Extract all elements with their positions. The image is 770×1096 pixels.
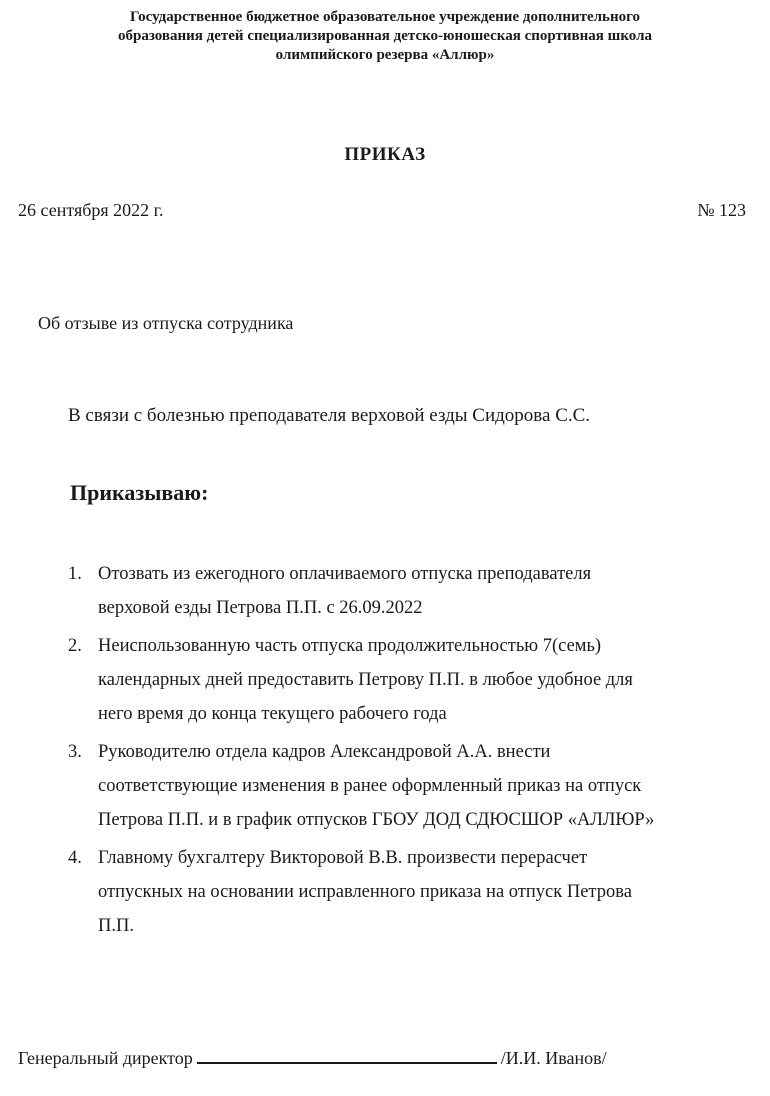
order-item-text: Руководителю отдела кадров Александровой А.А. внести соответствующие изменения в ранее оформленный приказ на отпуск Петрова П.П. и в график отпусков ГБОУ ДОД СДЮСШОР «АЛЛЮР» bbox=[98, 742, 655, 830]
document-date: 26 сентября 2022 г. bbox=[18, 200, 164, 220]
order-item-number: 3. bbox=[68, 742, 82, 762]
document-subject: Об отзыве из отпуска сотрудника bbox=[38, 313, 294, 333]
order-list bbox=[68, 557, 748, 947]
signature-block bbox=[18, 1044, 607, 1069]
signature-name: /И.И. Иванов/ bbox=[500, 1048, 607, 1068]
organization-header bbox=[20, 8, 750, 65]
order-item bbox=[68, 629, 748, 731]
order-item-text: Главному бухгалтеру Викторовой В.В. произвести перерасчет отпускных на основании исправленного приказа на отпуск Петрова П.П. bbox=[98, 848, 632, 936]
order-heading: Приказываю: bbox=[70, 480, 209, 505]
order-item-number: 4. bbox=[68, 848, 82, 868]
order-item-number: 1. bbox=[68, 564, 82, 584]
signature-position: Генеральный директор bbox=[18, 1048, 193, 1068]
org-line-1: Государственное бюджетное образовательное учреждение дополнительного bbox=[129, 9, 641, 25]
org-line-2: образования детей специализированная детско-юношеская спортивная школа bbox=[118, 28, 652, 44]
order-item bbox=[68, 735, 748, 837]
order-item-number: 2. bbox=[68, 636, 82, 656]
order-item bbox=[68, 557, 748, 625]
document-number: № 123 bbox=[697, 200, 746, 220]
org-line-3: олимпийского резерва «Аллюр» bbox=[275, 47, 495, 63]
order-item bbox=[68, 841, 748, 943]
signature-line bbox=[197, 1044, 497, 1064]
document-title: ПРИКАЗ bbox=[344, 144, 426, 165]
order-item-text: Неиспользованную часть отпуска продолжительностью 7(семь) календарных дней предоставить Петрову П.П. в любое удобное для него время до конца текущего рабочего года bbox=[98, 636, 633, 724]
document-intro: В связи с болезнью преподавателя верховой езды Сидорова С.С. bbox=[68, 405, 591, 426]
order-item-text: Отозвать из ежегодного оплачиваемого отпуска преподавателя верховой езды Петрова П.П. с 26.09.2022 bbox=[98, 564, 592, 618]
